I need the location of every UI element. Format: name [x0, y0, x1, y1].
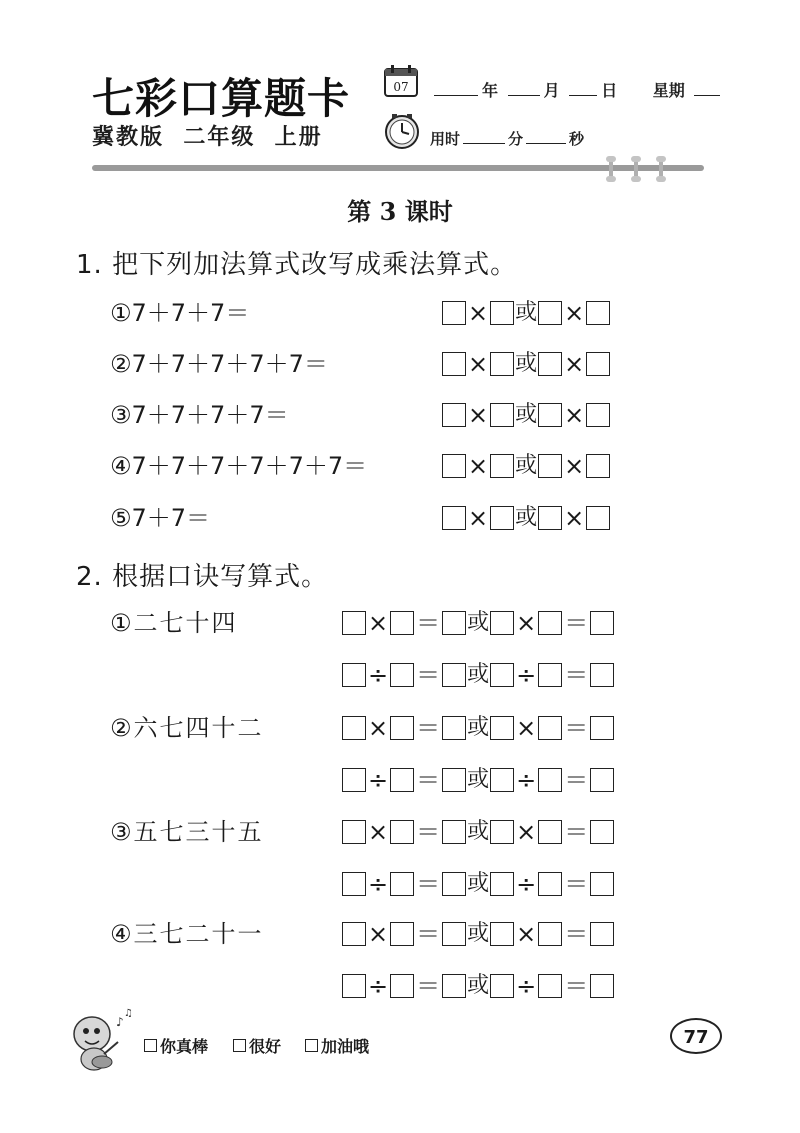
binder-pin [609, 158, 613, 180]
equals-sign: ＝ [416, 609, 441, 637]
answer-box[interactable] [442, 872, 466, 896]
q2-answer-template [342, 966, 614, 1006]
q1-answer-template [442, 498, 610, 538]
q2-answer-template [342, 864, 614, 904]
times-sign: × [516, 714, 537, 742]
answer-box[interactable] [390, 768, 414, 792]
lesson-title: 第 3 课时 [347, 197, 453, 226]
q2-divide-row [0, 655, 800, 695]
answer-box[interactable] [586, 454, 610, 478]
answer-box[interactable] [590, 974, 614, 998]
question-1-heading: 1. 把下列加法算式改写成乘法算式。 [76, 250, 518, 280]
answer-box[interactable] [538, 403, 562, 427]
or-label: 或 [515, 300, 538, 325]
answer-box[interactable] [390, 716, 414, 740]
answer-box[interactable] [590, 922, 614, 946]
answer-box[interactable] [390, 922, 414, 946]
q2-divide-row [0, 966, 800, 1006]
divide-sign: ÷ [368, 972, 389, 1000]
equals-sign: ＝ [416, 972, 441, 1000]
answer-box[interactable] [342, 611, 366, 635]
rating-option-great[interactable]: 你真棒 [144, 1034, 208, 1057]
answer-box[interactable] [538, 301, 562, 325]
answer-box[interactable] [442, 611, 466, 635]
answer-box[interactable] [538, 922, 562, 946]
answer-box[interactable] [442, 352, 466, 376]
or-label: 或 [467, 662, 490, 687]
answer-box[interactable] [442, 403, 466, 427]
answer-box[interactable] [490, 974, 514, 998]
answer-box[interactable] [538, 768, 562, 792]
q1-item-label: ④7＋7＋7＋7＋7＋7＝ [110, 452, 368, 480]
answer-box[interactable] [490, 301, 514, 325]
time-fields: 用时 分 秒 [430, 130, 585, 148]
answer-box[interactable] [538, 352, 562, 376]
times-sign: × [516, 818, 537, 846]
answer-box[interactable] [538, 611, 562, 635]
times-sign: × [564, 452, 585, 480]
page-number: 77 [670, 1018, 722, 1054]
divide-sign: ÷ [516, 972, 537, 1000]
q2-answer-template [342, 760, 614, 800]
weekday-blank[interactable] [694, 81, 720, 96]
rating-option-keep-going[interactable]: 加油哦 [305, 1034, 369, 1057]
q2-divide-row [0, 760, 800, 800]
day-blank[interactable] [569, 81, 597, 96]
times-sign: × [564, 401, 585, 429]
times-sign: × [368, 920, 389, 948]
times-sign: × [516, 920, 537, 948]
equals-sign: ＝ [564, 609, 589, 637]
answer-box[interactable] [442, 506, 466, 530]
times-sign: × [468, 401, 489, 429]
answer-box[interactable] [342, 716, 366, 740]
answer-box[interactable] [590, 872, 614, 896]
answer-box[interactable] [490, 922, 514, 946]
q1-answer-template [442, 395, 610, 435]
equals-sign: ＝ [564, 972, 589, 1000]
or-label: 或 [515, 453, 538, 478]
answer-box[interactable] [442, 663, 466, 687]
answer-box[interactable] [538, 663, 562, 687]
answer-box[interactable] [490, 506, 514, 530]
clock-icon [383, 112, 421, 150]
equals-sign: ＝ [564, 661, 589, 689]
answer-box[interactable] [586, 403, 610, 427]
answer-box[interactable] [538, 454, 562, 478]
equals-sign: ＝ [564, 920, 589, 948]
q2-multiply-row [0, 603, 800, 643]
svg-text:♪: ♪ [116, 1015, 124, 1029]
q1-item-label: ⑤7＋7＝ [110, 504, 211, 532]
q1-item [0, 344, 800, 384]
q2-item-label: ①二七十四 [110, 609, 238, 637]
or-label: 或 [467, 610, 490, 635]
answer-box[interactable] [490, 716, 514, 740]
answer-box[interactable] [490, 403, 514, 427]
answer-box[interactable] [538, 872, 562, 896]
answer-box[interactable] [390, 611, 414, 635]
or-label: 或 [515, 351, 538, 376]
times-sign: × [564, 350, 585, 378]
q1-item-label: ③7＋7＋7＋7＝ [110, 401, 289, 429]
answer-box[interactable] [442, 716, 466, 740]
answer-box[interactable] [342, 872, 366, 896]
divide-sign: ÷ [368, 661, 389, 689]
q1-answer-template [442, 293, 610, 333]
divide-sign: ÷ [516, 661, 537, 689]
or-label: 或 [467, 715, 490, 740]
answer-box[interactable] [586, 301, 610, 325]
equals-sign: ＝ [564, 766, 589, 794]
answer-box[interactable] [586, 352, 610, 376]
q2-multiply-row [0, 812, 800, 852]
q1-item-label: ②7＋7＋7＋7＋7＝ [110, 350, 328, 378]
equals-sign: ＝ [564, 714, 589, 742]
answer-box[interactable] [538, 820, 562, 844]
q2-answer-template [342, 812, 614, 852]
answer-box[interactable] [586, 506, 610, 530]
or-label: 或 [467, 767, 490, 792]
or-label: 或 [467, 819, 490, 844]
q1-answer-template [442, 344, 610, 384]
q1-item [0, 395, 800, 435]
answer-box[interactable] [490, 352, 514, 376]
month-blank[interactable] [508, 81, 540, 96]
or-label: 或 [467, 921, 490, 946]
equals-sign: ＝ [416, 920, 441, 948]
answer-box[interactable] [342, 974, 366, 998]
q2-item-label: ④三七二十一 [110, 920, 264, 948]
svg-text:07: 07 [393, 80, 409, 94]
brand-title: 七彩口算题卡 [92, 74, 351, 123]
q2-multiply-row [0, 708, 800, 748]
answer-box[interactable] [490, 663, 514, 687]
q1-item [0, 446, 800, 486]
or-label: 或 [515, 402, 538, 427]
binder-pin [634, 158, 638, 180]
equals-sign: ＝ [416, 818, 441, 846]
edition-subtitle: 冀教版 二年级 上册 [92, 125, 323, 150]
answer-box[interactable] [442, 922, 466, 946]
answer-box[interactable] [390, 872, 414, 896]
q2-divide-row [0, 864, 800, 904]
question-2-heading: 2. 根据口诀写算式。 [76, 562, 329, 592]
date-fields: 年 月 日 星期 [430, 78, 724, 101]
q1-item [0, 293, 800, 333]
or-label: 或 [467, 871, 490, 896]
q2-answer-template [342, 914, 614, 954]
rating-option-good[interactable]: 很好 [233, 1034, 281, 1057]
answer-box[interactable] [538, 716, 562, 740]
svg-text:♫: ♫ [124, 1008, 133, 1019]
mascot-icon [66, 1004, 136, 1074]
answer-box[interactable] [590, 820, 614, 844]
answer-box[interactable] [442, 454, 466, 478]
binder-pin [659, 158, 663, 180]
times-sign: × [564, 299, 585, 327]
answer-box[interactable] [342, 922, 366, 946]
times-sign: × [516, 609, 537, 637]
or-label: 或 [515, 505, 538, 530]
times-sign: × [468, 452, 489, 480]
q2-answer-template [342, 603, 614, 643]
times-sign: × [368, 818, 389, 846]
checkbox[interactable] [233, 1039, 246, 1052]
answer-box[interactable] [442, 768, 466, 792]
divide-sign: ÷ [368, 766, 389, 794]
times-sign: × [468, 299, 489, 327]
equals-sign: ＝ [564, 818, 589, 846]
divide-sign: ÷ [516, 870, 537, 898]
q1-item [0, 498, 800, 538]
answer-box[interactable] [490, 768, 514, 792]
divide-sign: ÷ [368, 870, 389, 898]
times-sign: × [468, 504, 489, 532]
checkbox[interactable] [144, 1039, 157, 1052]
answer-box[interactable] [538, 974, 562, 998]
year-blank[interactable] [434, 81, 478, 96]
equals-sign: ＝ [416, 661, 441, 689]
answer-box[interactable] [590, 768, 614, 792]
answer-box[interactable] [490, 820, 514, 844]
equals-sign: ＝ [416, 870, 441, 898]
minute-blank[interactable] [463, 129, 505, 144]
answer-box[interactable] [538, 506, 562, 530]
divide-sign: ÷ [516, 766, 537, 794]
answer-box[interactable] [342, 768, 366, 792]
answer-box[interactable] [490, 611, 514, 635]
answer-box[interactable] [342, 663, 366, 687]
q2-answer-template [342, 655, 614, 695]
equals-sign: ＝ [564, 870, 589, 898]
q2-multiply-row [0, 914, 800, 954]
answer-box[interactable] [390, 663, 414, 687]
answer-box[interactable] [390, 820, 414, 844]
q2-answer-template [342, 708, 614, 748]
answer-box[interactable] [442, 820, 466, 844]
times-sign: × [564, 504, 585, 532]
q1-answer-template [442, 446, 610, 486]
calendar-icon [383, 64, 419, 98]
q2-item-label: ②六七四十二 [110, 714, 264, 742]
answer-box[interactable] [590, 716, 614, 740]
times-sign: × [368, 714, 389, 742]
answer-box[interactable] [442, 974, 466, 998]
answer-box[interactable] [442, 301, 466, 325]
times-sign: × [368, 609, 389, 637]
q2-item-label: ③五七三十五 [110, 818, 264, 846]
q1-item-label: ①7＋7＋7＝ [110, 299, 250, 327]
second-blank[interactable] [526, 129, 566, 144]
answer-box[interactable] [342, 820, 366, 844]
checkbox[interactable] [305, 1039, 318, 1052]
answer-box[interactable] [490, 454, 514, 478]
or-label: 或 [467, 973, 490, 998]
answer-box[interactable] [590, 663, 614, 687]
answer-box[interactable] [490, 872, 514, 896]
equals-sign: ＝ [416, 766, 441, 794]
equals-sign: ＝ [416, 714, 441, 742]
answer-box[interactable] [590, 611, 614, 635]
times-sign: × [468, 350, 489, 378]
answer-box[interactable] [390, 974, 414, 998]
